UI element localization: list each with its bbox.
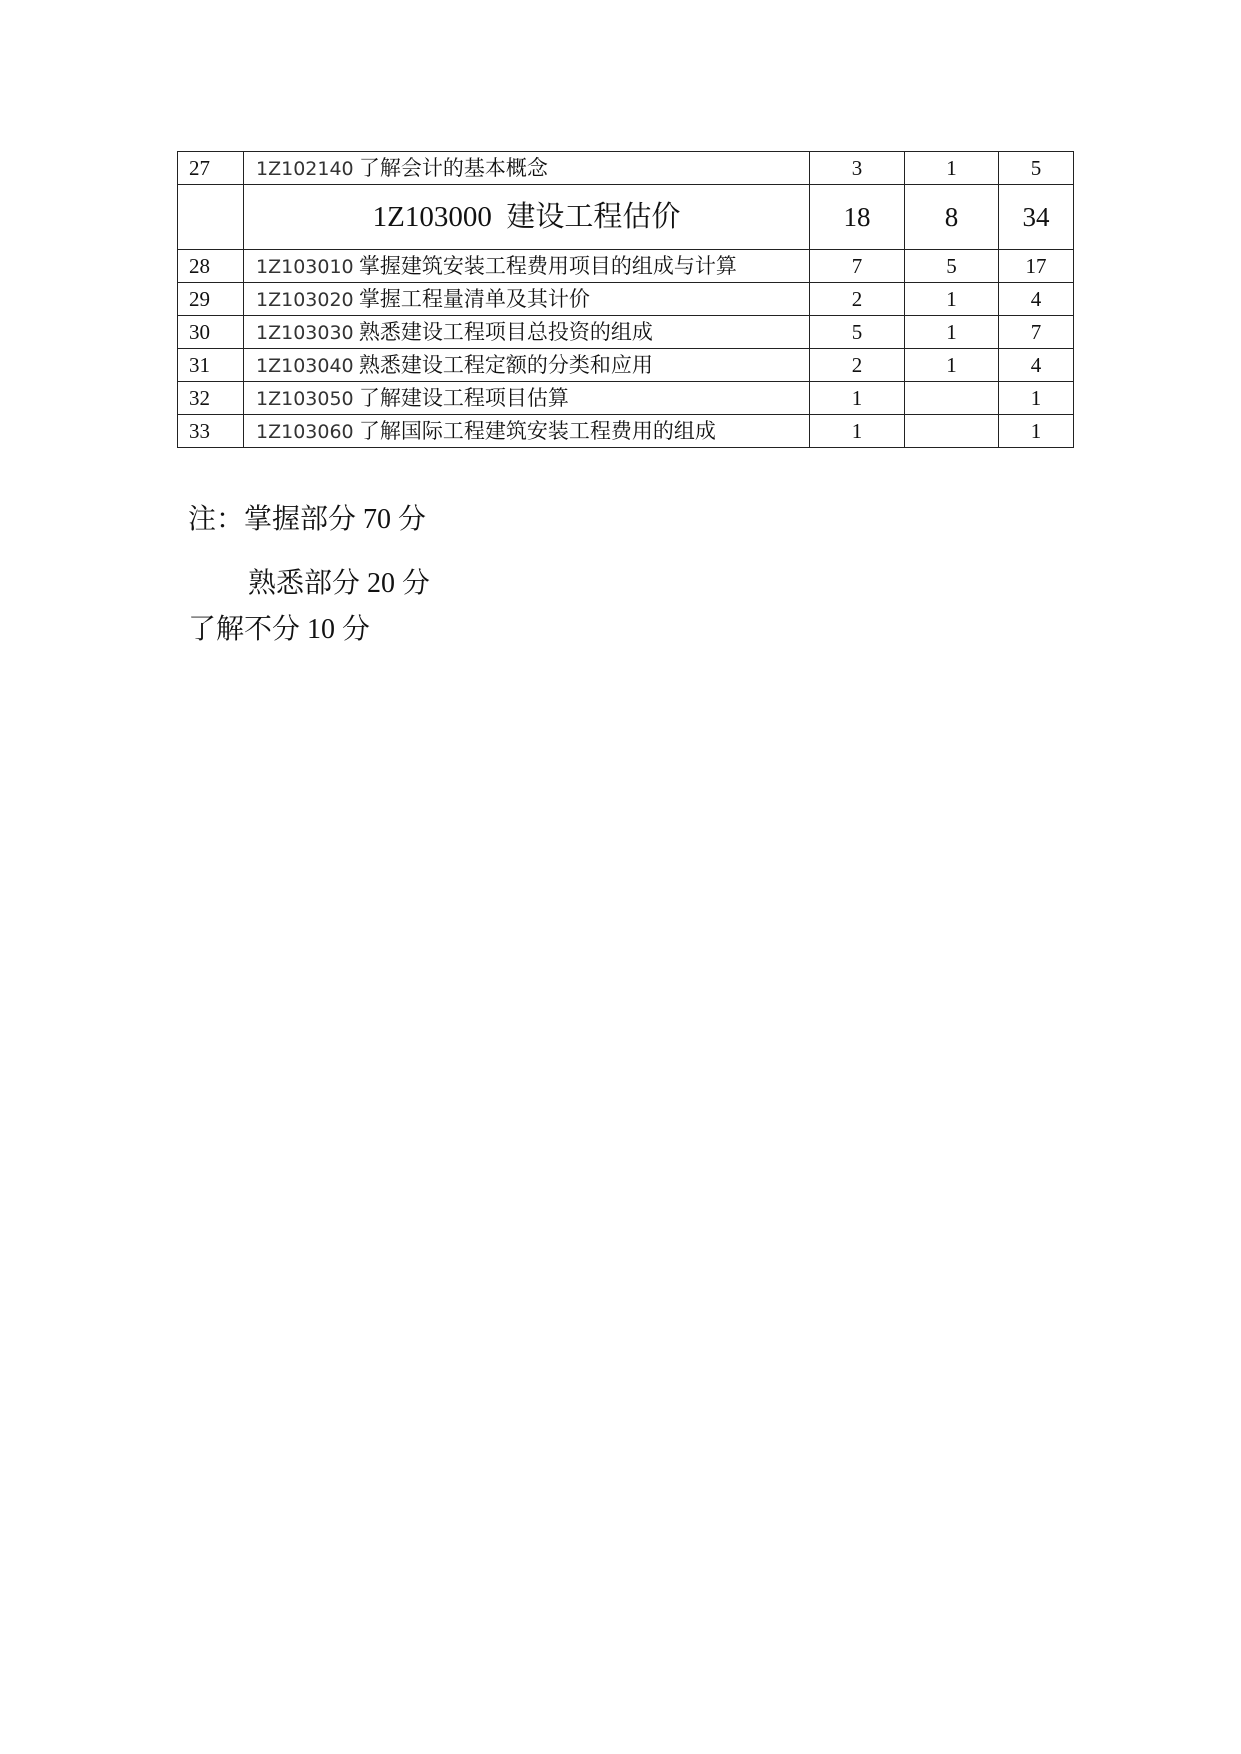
row-code: 1Z103010 <box>256 255 354 278</box>
section-code: 1Z103000 <box>372 200 492 233</box>
row-title <box>244 415 810 448</box>
section-title <box>244 185 810 250</box>
row-title <box>244 283 810 316</box>
row-title-text: 掌握建筑安装工程费用项目的组成与计算 <box>358 253 737 278</box>
row-title-text: 了解建设工程项目估算 <box>358 385 569 410</box>
score-col-2 <box>905 382 999 415</box>
score-col-2: 5 <box>905 250 999 283</box>
table-row <box>178 382 1074 415</box>
row-number: 30 <box>178 316 244 349</box>
score-col-2: 1 <box>905 283 999 316</box>
row-code: 1Z103030 <box>256 321 354 344</box>
score-col-1: 3 <box>810 152 905 185</box>
score-col-3: 1 <box>999 382 1074 415</box>
row-title <box>244 152 810 185</box>
row-number: 27 <box>178 152 244 185</box>
row-title <box>244 382 810 415</box>
row-title <box>244 316 810 349</box>
note-line-mastery: 注：掌握部分 70 分 <box>188 504 427 535</box>
row-title-text: 熟悉建设工程定额的分类和应用 <box>358 352 653 377</box>
score-col-2 <box>905 415 999 448</box>
row-number: 28 <box>178 250 244 283</box>
score-col-3: 1 <box>999 415 1074 448</box>
score-col-2: 1 <box>905 349 999 382</box>
score-col-3: 4 <box>999 349 1074 382</box>
row-number: 33 <box>178 415 244 448</box>
row-number: 32 <box>178 382 244 415</box>
table-row <box>178 349 1074 382</box>
score-col-3: 4 <box>999 283 1074 316</box>
row-title-text: 了解会计的基本概念 <box>358 155 548 180</box>
row-code: 1Z102140 <box>256 157 354 180</box>
row-title-text: 掌握工程量清单及其计价 <box>358 286 590 311</box>
score-col-1: 18 <box>810 185 905 250</box>
row-code: 1Z103050 <box>256 387 354 410</box>
score-col-1: 5 <box>810 316 905 349</box>
row-number <box>178 185 244 250</box>
table-row <box>178 316 1074 349</box>
score-col-3: 5 <box>999 152 1074 185</box>
table-row <box>178 250 1074 283</box>
row-number: 29 <box>178 283 244 316</box>
row-title <box>244 250 810 283</box>
row-title-text: 熟悉建设工程项目总投资的组成 <box>358 319 653 344</box>
row-code: 1Z103040 <box>256 354 354 377</box>
score-col-1: 1 <box>810 382 905 415</box>
table-row <box>178 415 1074 448</box>
score-col-3: 7 <box>999 316 1074 349</box>
score-col-1: 7 <box>810 250 905 283</box>
score-col-3: 34 <box>999 185 1074 250</box>
score-col-1: 2 <box>810 283 905 316</box>
score-col-2: 1 <box>905 316 999 349</box>
row-code: 1Z103060 <box>256 420 354 443</box>
syllabus-score-table <box>177 151 1074 448</box>
note-line-understand: 了解不分 10 分 <box>188 614 371 645</box>
score-col-2: 1 <box>905 152 999 185</box>
score-col-2: 8 <box>905 185 999 250</box>
section-row <box>178 185 1074 250</box>
table-row <box>178 283 1074 316</box>
row-code: 1Z103020 <box>256 288 354 311</box>
row-title-text: 了解国际工程建筑安装工程费用的组成 <box>358 418 716 443</box>
table-row <box>178 152 1074 185</box>
row-number: 31 <box>178 349 244 382</box>
note-line-familiar: 熟悉部分 20 分 <box>248 568 431 599</box>
score-col-1: 1 <box>810 415 905 448</box>
section-title-text: 建设工程估价 <box>506 200 681 233</box>
score-col-3: 17 <box>999 250 1074 283</box>
score-col-1: 2 <box>810 349 905 382</box>
row-title <box>244 349 810 382</box>
